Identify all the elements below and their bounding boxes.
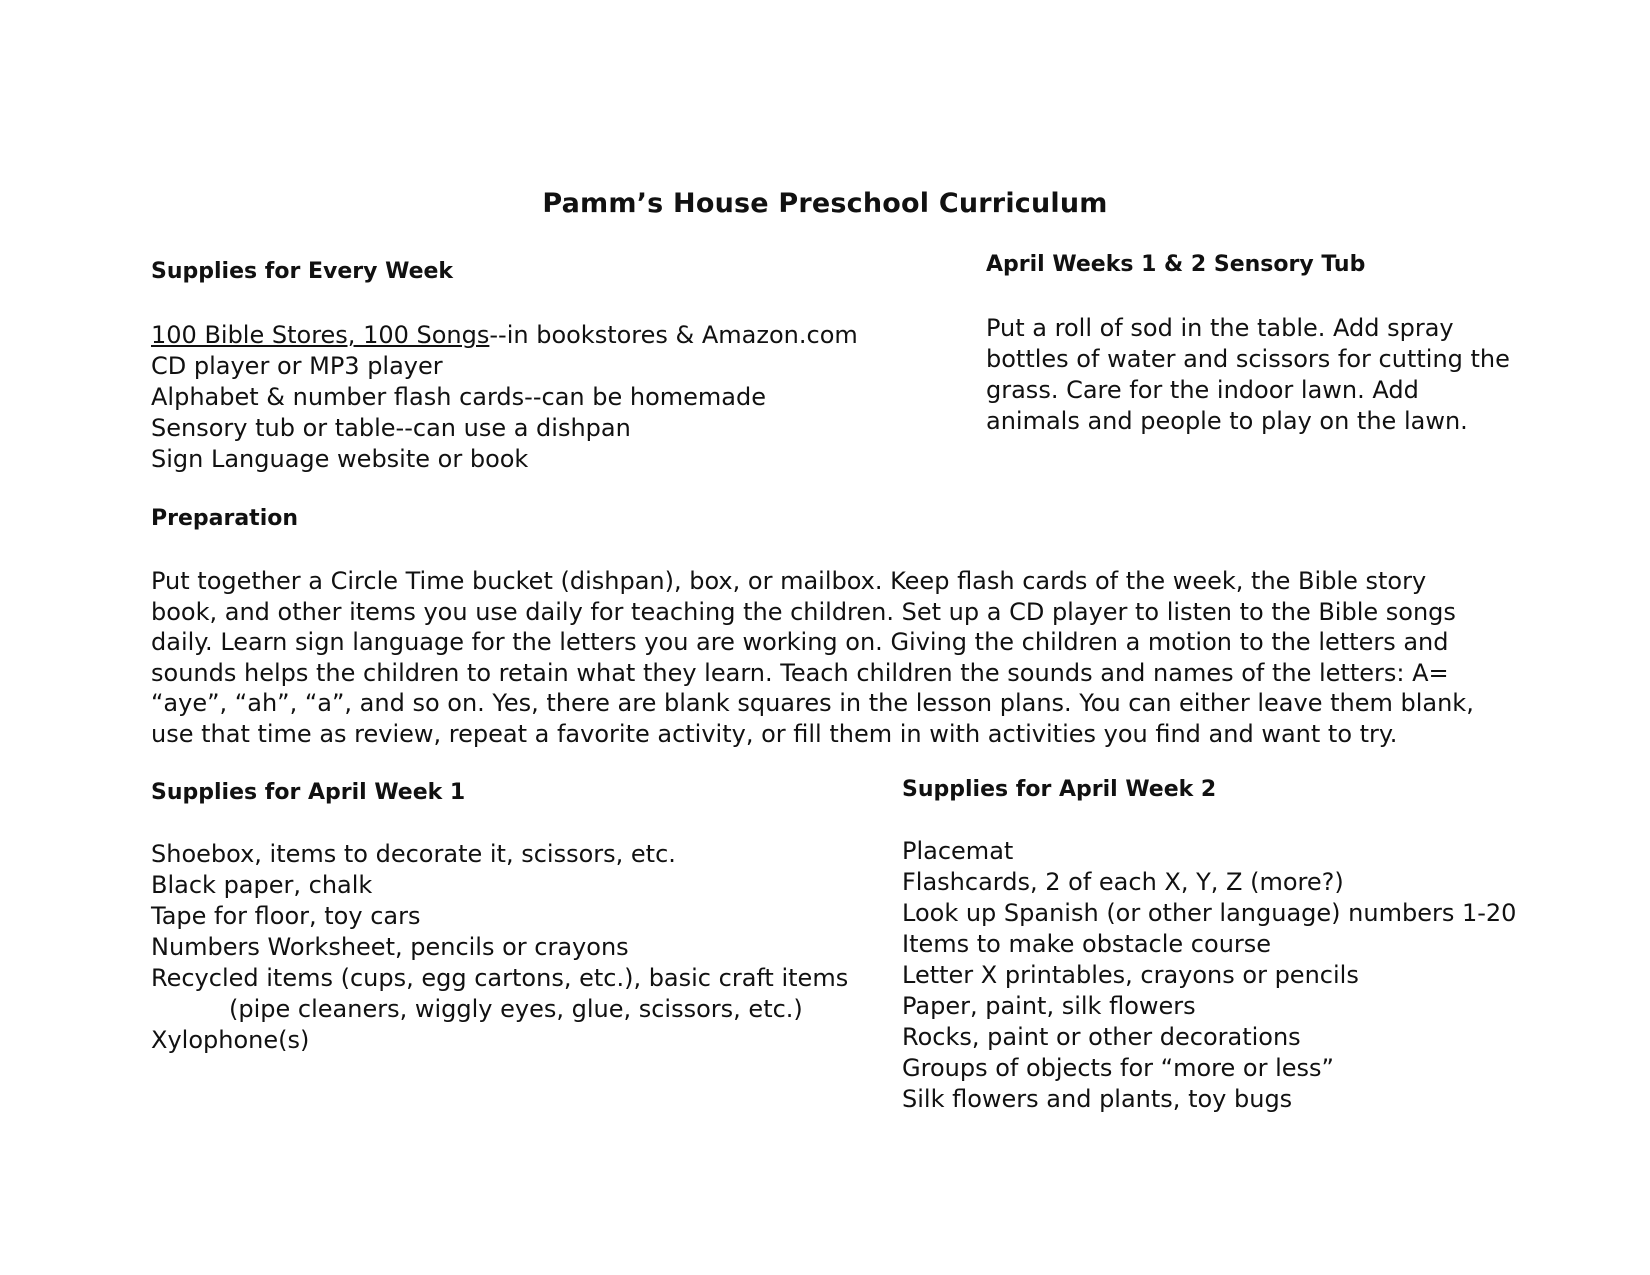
list-item: Groups of objects for “more or less”	[902, 1054, 1334, 1082]
list-item: Recycled items (cups, egg cartons, etc.), basic craft items	[151, 964, 849, 992]
list-item: Shoebox, items to decorate it, scissors, etc.	[151, 840, 676, 868]
list-item: Tape for floor, toy cars	[151, 902, 421, 930]
book-source: --in bookstores & Amazon.com	[489, 321, 858, 349]
list-item: Placemat	[902, 837, 1014, 865]
sensory-tub-text	[986, 313, 1510, 437]
list-item: Alphabet & number flash cards--can be homemade	[151, 383, 766, 411]
list-item: Sensory tub or table--can use a dishpan	[151, 414, 631, 442]
page-title: Pamm’s House Preschool Curriculum	[542, 188, 1108, 219]
text-line: Put together a Circle Time bucket (dishpan), box, or mailbox. Keep flash cards of the week, the Bible story	[151, 567, 1427, 595]
text-line: sounds helps the children to retain what they learn. Teach children the sounds and names of the letters: A=	[151, 658, 1449, 687]
list-item: Flashcards, 2 of each X, Y, Z (more?)	[902, 868, 1344, 896]
text-line: daily. Learn sign language for the letters you are working on. Giving the children a motion to the letters and	[151, 628, 1449, 656]
sensory-tub-heading: April Weeks 1 & 2 Sensory Tub	[986, 252, 1366, 277]
list-item: Sign Language website or book	[151, 445, 529, 473]
list-item: Letter X printables, crayons or pencils	[902, 961, 1359, 989]
text-line: bottles of water and scissors for cutting the	[986, 345, 1510, 373]
week2-list	[902, 836, 1516, 1115]
list-item: Black paper, chalk	[151, 871, 373, 899]
week2-heading: Supplies for April Week 2	[902, 777, 1217, 802]
list-item: Look up Spanish (or other language) numbers 1-20	[902, 899, 1517, 927]
text-line: use that time as review, repeat a favorite activity, or fill them in with activities you find and want to try.	[151, 719, 1398, 748]
week1-list	[151, 839, 848, 1056]
text-line: book, and other items you use daily for teaching the children. Set up a CD player to listen to the Bible songs	[151, 597, 1456, 626]
list-item: Numbers Worksheet, pencils or crayons	[151, 933, 629, 961]
list-item: CD player or MP3 player	[151, 352, 443, 380]
list-item: Silk flowers and plants, toy bugs	[902, 1085, 1293, 1113]
list-item: Rocks, paint or other decorations	[902, 1023, 1301, 1051]
list-item: Paper, paint, silk flowers	[902, 992, 1196, 1020]
supplies-every-week-heading: Supplies for Every Week	[151, 259, 454, 284]
text-line: Put a roll of sod in the table. Add spray	[986, 314, 1454, 342]
text-line: animals and people to play on the lawn.	[986, 407, 1468, 435]
week1-heading: Supplies for April Week 1	[151, 780, 466, 805]
text-line: “aye”, “ah”, “a”, and so on. Yes, there are blank squares in the lesson plans. You can either leave them blank,	[151, 689, 1474, 717]
text-line: grass. Care for the indoor lawn. Add	[986, 376, 1419, 404]
book-title: 100 Bible Stores, 100 Songs	[151, 321, 490, 349]
list-item	[151, 320, 858, 351]
list-item: (pipe cleaners, wiggly eyes, glue, scissors, etc.)	[229, 995, 803, 1023]
supplies-every-week-list	[151, 320, 858, 475]
preparation-paragraph	[151, 566, 1474, 749]
preparation-heading: Preparation	[151, 506, 299, 531]
list-item: Items to make obstacle course	[902, 930, 1272, 958]
list-item: Xylophone(s)	[151, 1026, 310, 1054]
